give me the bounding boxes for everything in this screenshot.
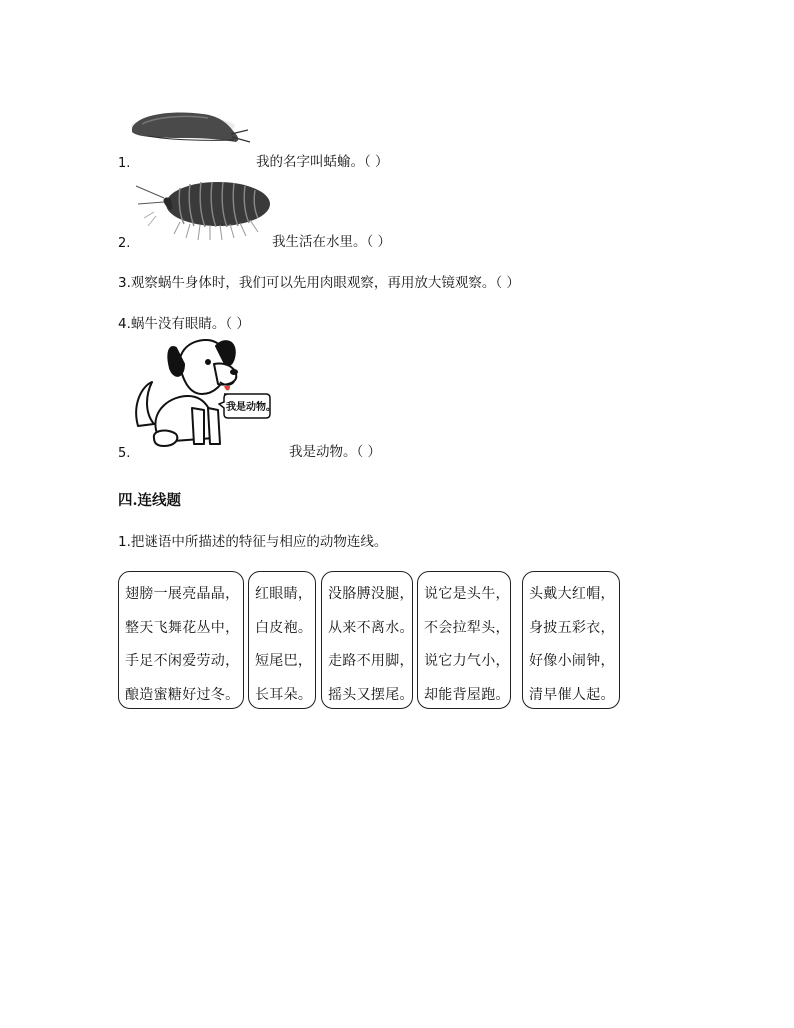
riddle-line: 说它是头牛， [424, 586, 510, 602]
riddle-line: 长耳朵。 [255, 686, 313, 703]
riddle-line: 不会拉犁头， [424, 619, 510, 636]
pillbug-icon [130, 178, 275, 244]
riddle-line: 说它力气小， [424, 653, 510, 669]
riddle-line: 红眼睛， [255, 586, 313, 602]
riddle-box-4 [417, 571, 511, 709]
riddle-box-1 [118, 571, 244, 709]
question-5-number: 5. [118, 446, 131, 461]
question-3-text: 3.观察蜗牛身体时，我们可以先用肉眼观察，再用放大镜观察。（ ） [118, 275, 520, 291]
riddle-line: 清早催人起。 [529, 686, 615, 703]
section-title: 四.连线题 [118, 492, 182, 509]
riddle-line: 翅膀一展亮晶晶， [125, 586, 240, 602]
question-1-text: 我的名字叫蛞蝓。（ ） [256, 154, 389, 170]
riddle-line: 白皮袍。 [255, 619, 313, 636]
riddle-box-2 [248, 571, 316, 709]
riddle-box-3 [321, 571, 413, 709]
riddle-line: 摇头又摆尾。 [328, 686, 414, 703]
question-2-number: 2. [118, 236, 131, 251]
riddle-line: 走路不用脚， [328, 653, 414, 669]
riddle-line: 身披五彩衣， [529, 619, 615, 636]
riddle-line: 好像小闹钟， [529, 653, 615, 669]
slug-icon [128, 104, 253, 154]
riddle-line: 从来不离水。 [328, 619, 414, 636]
riddle-line: 没胳膊没腿， [328, 586, 414, 602]
question-5-text: 我是动物。（ ） [289, 444, 382, 460]
riddle-line: 头戴大红帽， [529, 586, 615, 602]
riddle-line: 整天飞舞花丛中， [125, 619, 240, 636]
riddle-box-5 [522, 571, 620, 709]
riddle-line: 酿造蜜糖好过冬。 [125, 686, 240, 703]
riddle-line: 手足不闲爱劳动， [125, 653, 240, 669]
speech-bubble [218, 392, 276, 420]
section-instruction: 1.把谜语中所描述的特征与相应的动物连线。 [118, 534, 388, 550]
riddle-line: 短尾巴， [255, 653, 313, 669]
riddle-line: 却能背屋跑。 [424, 686, 510, 703]
question-4-text: 4.蜗牛没有眼睛。（ ） [118, 316, 250, 332]
question-1-number: 1. [118, 156, 131, 171]
question-2-text: 我生活在水里。（ ） [272, 234, 392, 250]
speech-bubble-text: 我是动物。 [226, 402, 276, 413]
